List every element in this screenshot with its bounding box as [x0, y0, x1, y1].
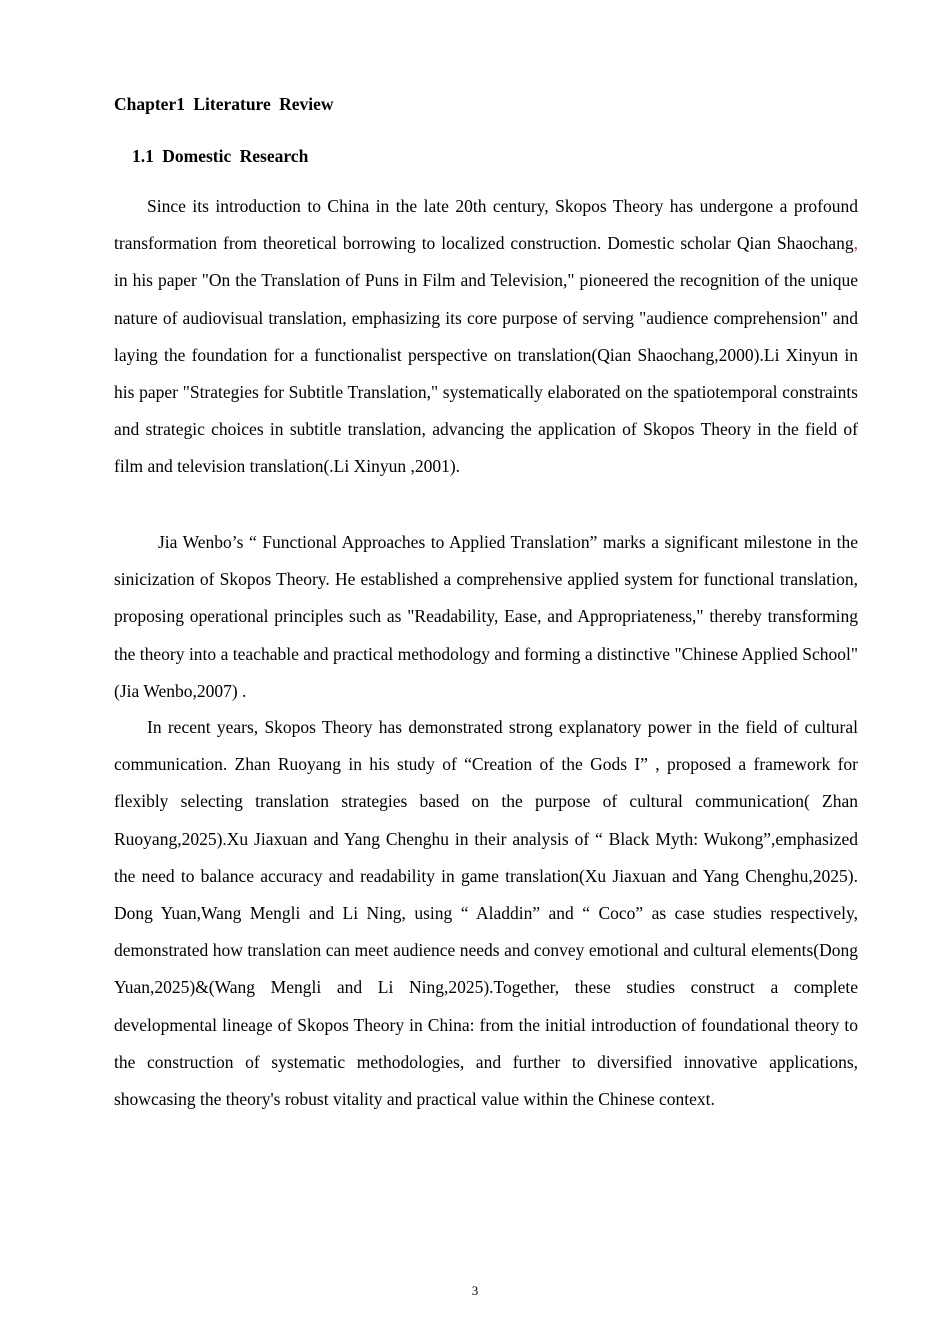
chapter-title: Chapter1 Literature Review [114, 94, 334, 114]
paragraph-1 [114, 188, 858, 486]
paragraph-3: In recent years, Skopos Theory has demonstrated strong explanatory power in the field of cultural communication. Zhan Ruoyang in his study of “Creation of the Gods I” , proposed a framework for flexibly selecting translation strategies based on the purpose of cultural communication( Zhan Ruoyang,2025).Xu Jiaxuan and Yang Chenghu in their analysis of “ Black Myth: Wukong”,emphasized the need to balance accuracy and readability in game translation(Xu Jiaxuan and Yang Chenghu,2025). Dong Yuan,Wang Mengli and Li Ning, using “ Aladdin” and “ Coco” as case studies respectively, demonstrated how translation can meet audience needs and convey emotional and cultural elements(Dong Yuan,2025)&(Wang Mengli and Li Ning,2025).Together, these studies construct a complete developmental lineage of Skopos Theory in China: from the initial introduction of foundational theory to the construction of systematic methodologies, and further to diversified innovative applications, showcasing the theory's robust vitality and practical value within the Chinese context. [114, 717, 858, 1110]
section-title: 1.1 Domestic Research [132, 146, 309, 166]
paragraph-1-accent-comma: , [853, 233, 858, 254]
paragraph-1-part-b: in his paper "On the Translation of Puns in Film and Television," pioneered the recognition of the unique nature of audiovisual translation, emphasizing its core purpose of serving "audience comprehension" and laying the foundation for a functionalist perspective on translation(Qian Shaochang,2000).Li Xinyun in his paper "Strategies for Subtitle Translation," systematically elaborated on the spatiotemporal constraints and strategic choices in subtitle translation, advancing the application of Skopos Theory in the field of film and television translation(.Li Xinyun ,2001). [114, 270, 858, 477]
page-number: 3 [471, 1283, 479, 1298]
paragraph-2: Jia Wenbo’s “ Functional Approaches to Applied Translation” marks a significant milestone in the sinicization of Skopos Theory. He established a comprehensive applied system for functional translation, proposing operational principles such as "Readability, Ease, and Appropriateness," thereby transforming the theory into a teachable and practical methodology and forming a distinctive "Chinese Applied School"(Jia Wenbo,2007) . [114, 532, 858, 701]
paragraph-1-part-a: Since its introduction to China in the late 20th century, Skopos Theory has undergone a profound transformation from theoretical borrowing to localized construction. Domestic scholar Qian Shaochang [114, 196, 858, 254]
